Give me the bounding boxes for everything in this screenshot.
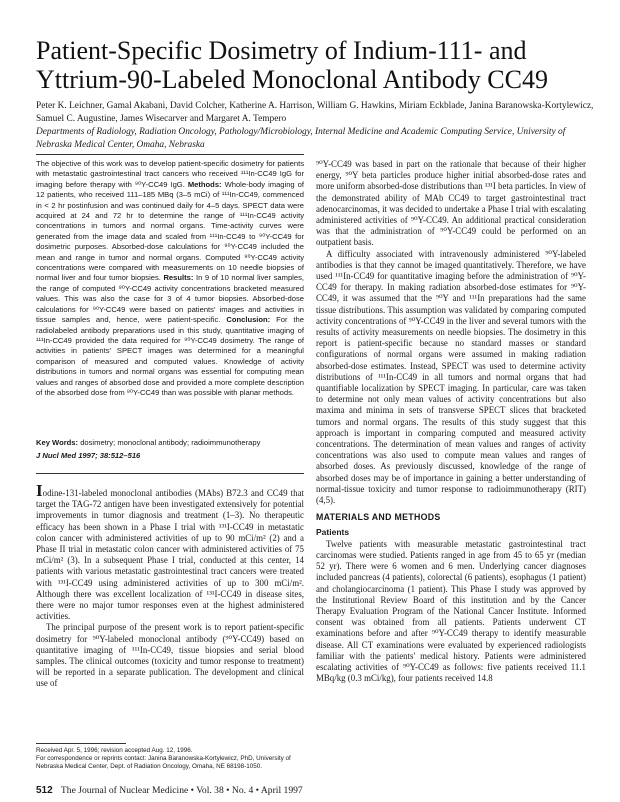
abstract xyxy=(36,159,304,435)
methods-label: Methods: xyxy=(187,179,222,189)
right-column-body xyxy=(316,159,586,781)
conclusion-label: Conclusion: xyxy=(226,315,271,325)
abstract-objective: The objective of this work was to develop patient-specific dosimetry for patients with metastatic gastrointestinal tract cancers who received ¹¹¹In-CC49 IgG for imaging before therapy with ⁹⁰Y-CC49 IgG. xyxy=(36,159,304,189)
key-words-label: Key Words: xyxy=(36,438,79,447)
abstract-conclusion: For the radiolabeled antibody preparations used in this study, quantitative imaging of ¹¹¹In-CC49 provided the data required for ⁹⁰Y-CC49 dosimetry. The range of activities in patients' SPECT images was determined for a meaningful comparison of measured and computed values. Knowledge of activity distributions in tumors and normal organs was essential for computing mean values and ranges of absorbed dose and provided a more complete description of the absorbed dose from ⁹⁰Y-CC49 than was possible with planar methods. xyxy=(36,315,304,397)
received-note: Received Apr. 5, 1996; revision accepted Aug. 12, 1996. xyxy=(36,747,193,754)
intro-paragraph-1 xyxy=(36,485,304,622)
abstract-methods: Whole-body imaging of 12 patients, who received 111–185 MBq (3–5 mCi) of ¹¹¹In-CC49, commenced in < 2 hr postinfusion and was continued daily for 4–5 days. SPECT data were acquired at 24 and 72 hr to determine the range of ¹¹¹In-CC49 activity concentrations in tumors and normal organs. Time-activity curves were generated from the image data and scaled from ¹¹¹In-CC49 to ⁹⁰Y-CC49 for dosimetric purposes. Absorbed-dose calculations for ⁹⁰Y-CC49 included the mean and range in tumor and normal organs. Computed ⁹⁰Y-CC49 activity concentrations were compared with measurements on 10 needle biopsies of normal liver and four tumor biopsies. xyxy=(36,179,304,283)
patients-paragraph: Twelve patients with measurable metastatic gastrointestinal tract carcinomas were studied. Patients ranged in age from 45 to 65 yr (median 52 yr). There were 6 women and 6 men. Underlying cancer diagnoses included pancreas (4 patients), colorectal (6 patients), esophagus (1 patient) and cholangiocarcinoma (1 patient). This Phase I study was approved by the Institutional Review Board of this institution and by the Cancer Therapy Evaluation Program of the National Cancer Institute. Informed consent was obtained from all patients. Patients underwent CT examinations before and after ⁹⁰Y-CC49 therapy to identify measurable disease. All CT examinations were evaluated by experienced radiologists familiar with the patients' medical history. Patients were administered escalating activities of ⁹⁰Y-CC49 as follows: five patients received 11.1 MBq/kg (0.3 mCi/kg), four patients received 14.8 xyxy=(316,538,586,684)
body-paragraph-1: ⁹⁰Y-CC49 was based in part on the rationale that because of their higher energy, ⁹⁰Y beta particles produce higher initial absorbed-dose rates and more uniform absorbed-dose distributions than ¹³¹I beta particles. In view of the demonstrated ability of MAb CC49 to target gastrointestinal tract adenocarcinomas, it was decided to undertake a Phase I trial with escalating administered activities of ⁹⁰Y-CC49. An additional practical consideration was that the administration of ⁹⁰Y-CC49 could be performed on an outpatient basis. xyxy=(316,159,586,248)
left-column-body xyxy=(36,485,304,781)
abstract-results: In 9 of 10 normal liver samples, the range of computed ⁹⁰Y-CC49 activity concentrations bracketed measured values. This was also the case for 3 of 4 tumor biopsies. Absorbed-dose calculations for ⁹⁰Y-CC49 were based on patients' images and activities in tissue samples and, hence, were patient-specific. xyxy=(36,273,304,325)
author-list: Peter K. Leichner, Gamal Akabani, David Colcher, Katherine A. Harrison, William G. Hawkins, Miriam Eckblade, Janina Baranowska-Kortylewicz, Samuel C. Augustine, James Wisecarver and Margaret A. Tempero xyxy=(36,101,594,124)
key-words xyxy=(36,438,304,448)
results-label: Results: xyxy=(163,273,194,283)
section-heading: MATERIALS AND METHODS xyxy=(316,512,441,523)
journal-citation: J Nucl Med 1997; 38:512–516 xyxy=(36,451,141,460)
intro-paragraph-2: The principal purpose of the present work is to report patient-specific dosimetry for ⁹⁰Y-labeled monoclonal antibody (⁹⁰Y-CC49) based on quantitative imaging of ¹¹¹In-CC49, tissue biopsies and serial blood samples. The clinical outcomes (toxicity and tumor response to treatment) will be reported in a separate publication. The development and clinical use of xyxy=(36,622,304,689)
key-words-text: dosimetry; monoclonal antibody; radioimmunotherapy xyxy=(80,438,261,447)
page-footer xyxy=(36,785,596,796)
intro-paragraph-1-text: odine-131-labeled monoclonal antibodies (MAbs) B72.3 and CC49 that target the TAG-72 antigen have been investigated extensively for potential improvements in tumor diagnosis and treatment (1–3). No therapeutic efficacy has been shown in a Phase I trial with ¹³¹I-CC49 in metastatic colon cancer with administered activities of up to 90 mCi/m² (2) and a Phase II trial in metastatic colon cancer with administered activities of 75 mCi/m² (3). In a subsequent Phase I trial, conducted at this center, 14 patients with various metastatic gastrointestinal tract cancers were treated with ¹³¹I-CC49 using administered activities of up to 300 mCi/m². Although there was excellent localization of ¹³¹I-CC49 in disease sites, there were no major tumor responses even at the highest administered activities. xyxy=(36,488,304,622)
footnotes xyxy=(36,747,304,772)
footnote-rule xyxy=(36,743,126,744)
abstract-top-rule xyxy=(36,154,304,155)
subsection-heading: Patients xyxy=(316,526,350,537)
page-number: 512 xyxy=(36,785,53,796)
affiliation: Departments of Radiology, Radiation Oncology, Pathology/Microbiology, Internal Medicine and Academic Computing Service, University of Nebraska Medical Center, Omaha, Nebraska xyxy=(36,127,566,150)
correspondence-note: For correspondence or reprints contact: Janina Baranowska-Kortylewicz, PhD, University of Nebraska Medical Center, Dept. of Radiation Oncology, Omaha, NE 68198-1050. xyxy=(36,755,291,771)
body-paragraph-2: A difficulty associated with intravenously administered ⁹⁰Y-labeled antibodies is that they cannot be imaged quantitatively. Therefore, we have used ¹¹¹In-CC49 for quantitative imaging before the administration of ⁹⁰Y-CC49 for therapy. In making radiation absorbed-dose estimates for ⁹⁰Y-CC49, it was assumed that the ⁹⁰Y and ¹¹¹In preparations had the same tissue distributions. This assumption was validated by comparing computed activity concentrations of ⁹⁰Y-CC49 in the liver and several tumors with the results of activity measurements on needle biopsies. The dosimetry in this report is patient-specific because no standard masses or standard configurations of normal organs were assumed in making radiation absorbed-dose estimates. Instead, SPECT was used to determine activity distributions of ¹¹¹In-CC49 in all tumors and normal organs that had quantifiable localization by SPECT imaging. In particular, care was taken to determine not only mean values of activity concentrations but also maxima and minima in sets of transverse SPECT slices that bracketed tumors and normal organs. The results of this study suggest that this approach is important in comparing computed and measured activity concentrations. The determination of mean values and ranges of activity concentrations was also used to compute mean values and ranges of absorbed doses. As previously discussed, knowledge of the range of absorbed doses may be of importance in gaining a better understanding of normal-tissue toxicity and tumor response to radioimmunotherapy (RIT) (4,5). xyxy=(316,248,586,506)
drop-cap: I xyxy=(36,485,43,500)
abstract-bottom-rule xyxy=(36,473,304,474)
abstract-text xyxy=(36,159,304,398)
article-title: Patient-Specific Dosimetry of Indium-111- and Yttrium-90-Labeled Monoclonal Antibody CC49 xyxy=(36,36,548,94)
running-title: The Journal of Nuclear Medicine • Vol. 38 • No. 4 • April 1997 xyxy=(60,785,303,796)
